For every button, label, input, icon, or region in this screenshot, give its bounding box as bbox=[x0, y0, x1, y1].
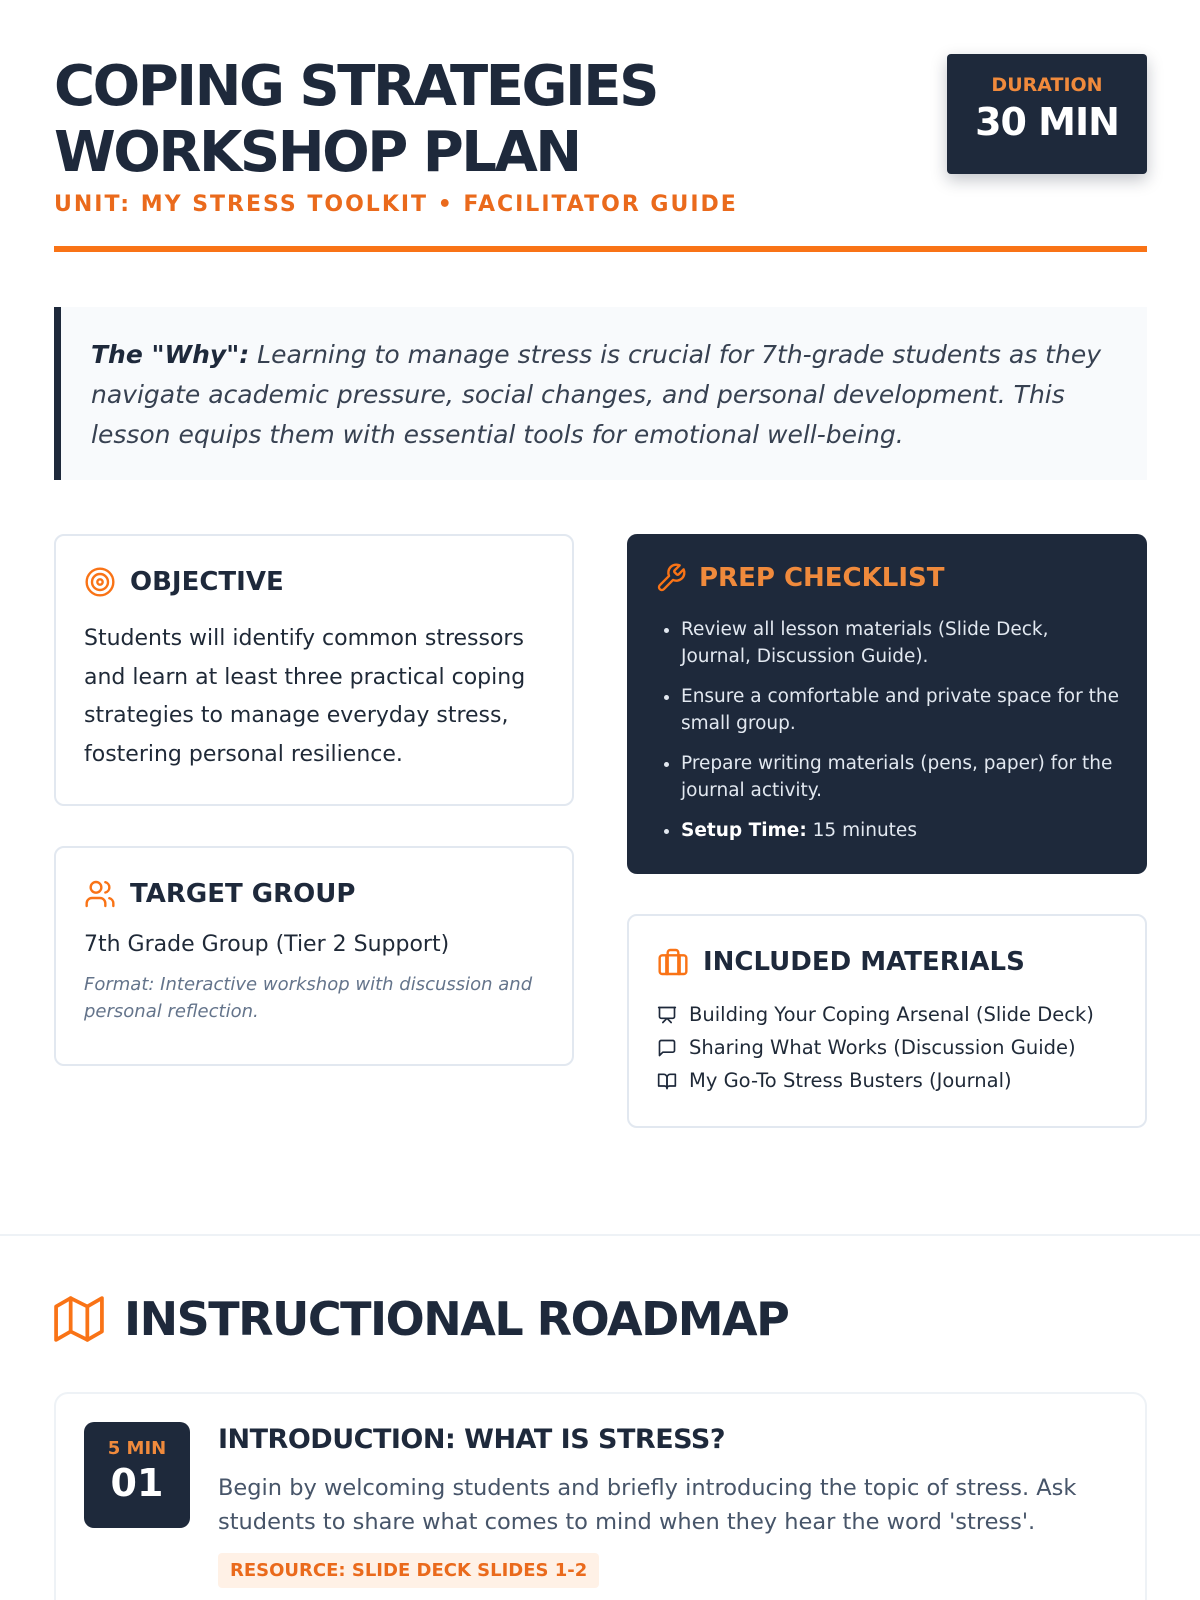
chat-icon bbox=[657, 1038, 677, 1058]
prep-item: • Review all lesson materials (Slide Deck, Journal, Discussion Guide). bbox=[681, 616, 1119, 670]
prep-item: • Prepare writing materials (pens, paper) for the journal activity. bbox=[681, 750, 1119, 804]
users-icon bbox=[84, 878, 116, 910]
briefcase-icon bbox=[657, 946, 689, 978]
objective-title: OBJECTIVE bbox=[130, 567, 284, 597]
prep-checklist-card bbox=[627, 534, 1147, 874]
material-item[interactable] bbox=[657, 1031, 1117, 1064]
step-body bbox=[218, 1424, 1098, 1588]
step-number: 01 bbox=[110, 1461, 164, 1505]
step-resource-tag: RESOURCE: SLIDE DECK SLIDES 1-2 bbox=[218, 1553, 599, 1588]
target-group-card bbox=[54, 846, 574, 1066]
target-icon bbox=[84, 566, 116, 598]
target-group-title: TARGET GROUP bbox=[130, 879, 356, 909]
duration-badge bbox=[947, 54, 1147, 174]
included-materials-title: INCLUDED MATERIALS bbox=[703, 947, 1025, 977]
duration-label: DURATION bbox=[991, 74, 1103, 96]
prep-checklist bbox=[655, 616, 1119, 844]
step-text: Begin by welcoming students and briefly introducing the topic of stress. Ask students to share what comes to mind when they hear the word 'stress'. bbox=[218, 1475, 1077, 1535]
step-title: INTRODUCTION: WHAT IS STRESS? bbox=[218, 1424, 725, 1455]
setup-time-label: Setup Time: bbox=[681, 820, 807, 841]
page-header bbox=[54, 54, 1147, 254]
presentation-icon bbox=[657, 1005, 677, 1025]
included-materials-card bbox=[627, 914, 1147, 1128]
roadmap-header bbox=[54, 1292, 788, 1346]
why-body: Learning to manage stress is crucial for 7th-grade students as they navigate academic pressure, social changes, and personal development. This lesson equips them with essential tools for emotional well-being. bbox=[91, 340, 1102, 449]
material-label: Sharing What Works (Discussion Guide) bbox=[689, 1036, 1076, 1059]
book-icon bbox=[657, 1071, 677, 1091]
roadmap-step bbox=[54, 1392, 1147, 1600]
prep-item: • Ensure a comfortable and private space for the small group. bbox=[681, 683, 1119, 737]
setup-time-value: 15 minutes bbox=[806, 820, 917, 841]
duration-value: 30 MIN bbox=[975, 100, 1119, 144]
step-badge bbox=[84, 1422, 190, 1528]
objective-text: Students will identify common stressors and learn at least three practical coping strategies to manage everyday stress, fostering personal resilience. bbox=[84, 626, 526, 767]
why-text bbox=[91, 335, 1117, 455]
step-time: 5 MIN bbox=[107, 1438, 167, 1459]
prep-item-setup-time bbox=[681, 817, 1119, 844]
why-callout bbox=[54, 307, 1147, 480]
material-item[interactable] bbox=[657, 1064, 1117, 1097]
header-divider bbox=[54, 246, 1147, 252]
map-icon bbox=[54, 1294, 104, 1344]
why-label: The "Why": bbox=[91, 340, 250, 369]
page-title: COPING STRATEGIES WORKSHOP PLAN bbox=[54, 54, 657, 185]
objective-card bbox=[54, 534, 574, 806]
section-divider bbox=[0, 1234, 1200, 1236]
target-group-format: Format: Interactive workshop with discussion and personal reflection. bbox=[84, 974, 533, 1022]
roadmap-title: INSTRUCTIONAL ROADMAP bbox=[124, 1292, 789, 1346]
material-label: Building Your Coping Arsenal (Slide Deck) bbox=[689, 1003, 1094, 1026]
material-item[interactable] bbox=[657, 998, 1117, 1031]
page-subtitle: UNIT: MY STRESS TOOLKIT • FACILITATOR GUIDE bbox=[54, 192, 738, 217]
material-label: My Go-To Stress Busters (Journal) bbox=[689, 1069, 1012, 1092]
prep-checklist-title: PREP CHECKLIST bbox=[699, 563, 945, 593]
target-group-text: 7th Grade Group (Tier 2 Support) bbox=[84, 932, 450, 957]
wrench-icon bbox=[655, 562, 687, 594]
materials-list bbox=[657, 998, 1117, 1097]
